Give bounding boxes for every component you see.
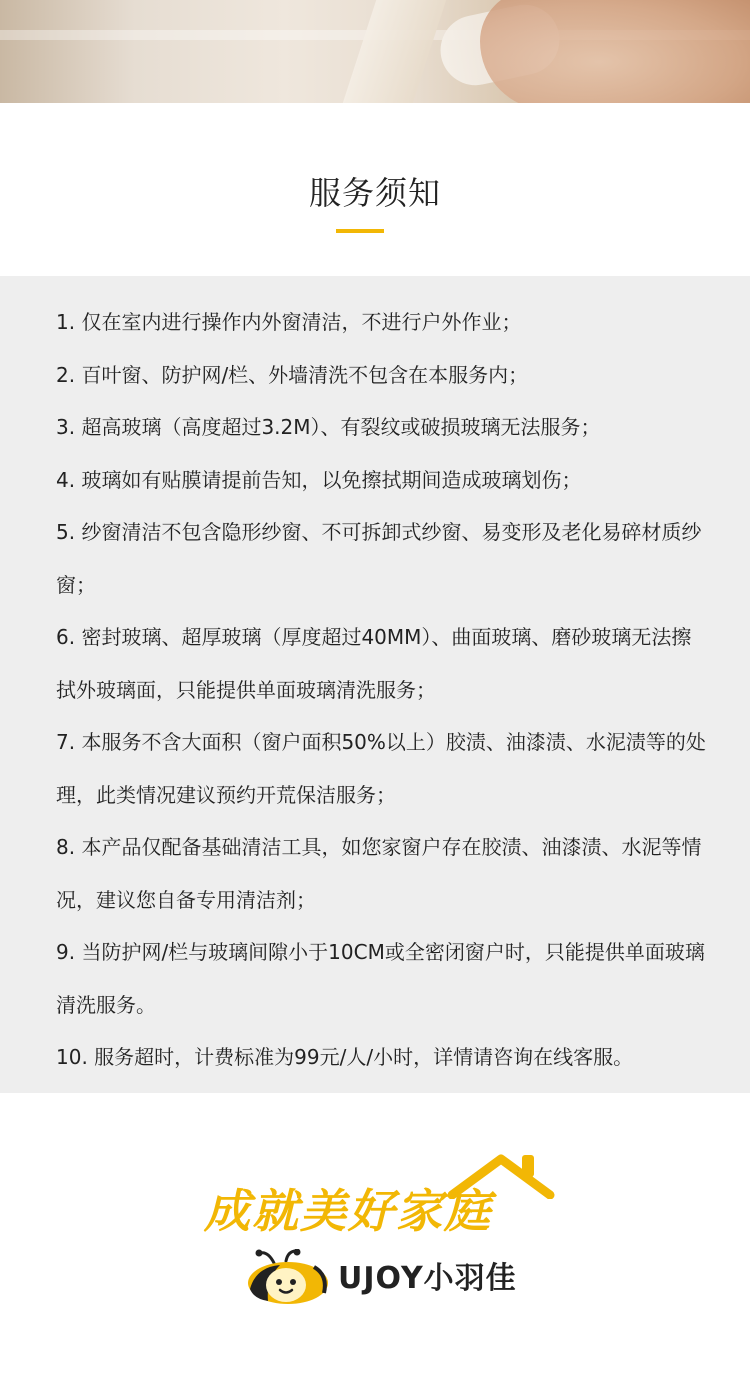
notice-item: 1. 仅在室内进行操作内外窗清洁，不进行户外作业； bbox=[56, 310, 522, 334]
hand-shape bbox=[480, 0, 750, 103]
section-title: 服务须知 bbox=[308, 174, 441, 212]
title-section bbox=[0, 103, 750, 276]
notice-item: 10. 服务超时，计费标准为99元/人/小时，详情请咨询在线客服。 bbox=[56, 1045, 634, 1069]
notice-item: 2. 百叶窗、防护网/栏、外墙清洗不包含在本服务内； bbox=[56, 362, 529, 387]
brand-logo-group bbox=[246, 1249, 526, 1305]
notice-item: 9. 当防护网/栏与玻璃间隙小于10CM或全密闭窗户时，只能提供单面玻璃清洗服务。 bbox=[56, 940, 705, 1017]
brand-name: UJOY小羽佳 bbox=[338, 1261, 517, 1296]
notice-item: 4. 玻璃如有贴膜请提前告知，以免擦拭期间造成玻璃划伤； bbox=[56, 467, 582, 492]
window-frame-shape bbox=[337, 0, 452, 103]
hero-banner-image bbox=[0, 0, 750, 103]
notice-item: 8. 本产品仅配备基础清洁工具，如您家窗户存在胶渍、油漆渍、水泥等情况，建议您自备专用清洁剂； bbox=[56, 835, 702, 912]
title-underline-accent bbox=[336, 229, 384, 233]
notice-list bbox=[56, 296, 711, 1084]
notice-item: 3. 超高玻璃（高度超过3.2M）、有裂纹或破损玻璃无法服务； bbox=[56, 415, 601, 439]
notice-item: 5. 纱窗清洁不包含隐形纱窗、不可拆卸式纱窗、易变形及老化易碎材质纱窗； bbox=[56, 520, 702, 597]
bee-mascot-icon bbox=[246, 1249, 330, 1305]
slogan bbox=[198, 1173, 558, 1243]
footer bbox=[0, 1093, 750, 1377]
slogan-text: 成就美好家庭 bbox=[204, 1184, 492, 1238]
notice-item: 7. 本服务不含大面积（窗户面积50%以上）胶渍、油漆渍、水泥渍等的处理，此类情况建议预约开荒保洁服务； bbox=[56, 730, 706, 807]
notice-item: 6. 密封玻璃、超厚玻璃（厚度超过40MM）、曲面玻璃、磨砂玻璃无法擦拭外玻璃面，只能提供单面玻璃清洗服务； bbox=[56, 625, 692, 702]
service-notice-box bbox=[0, 276, 750, 1093]
